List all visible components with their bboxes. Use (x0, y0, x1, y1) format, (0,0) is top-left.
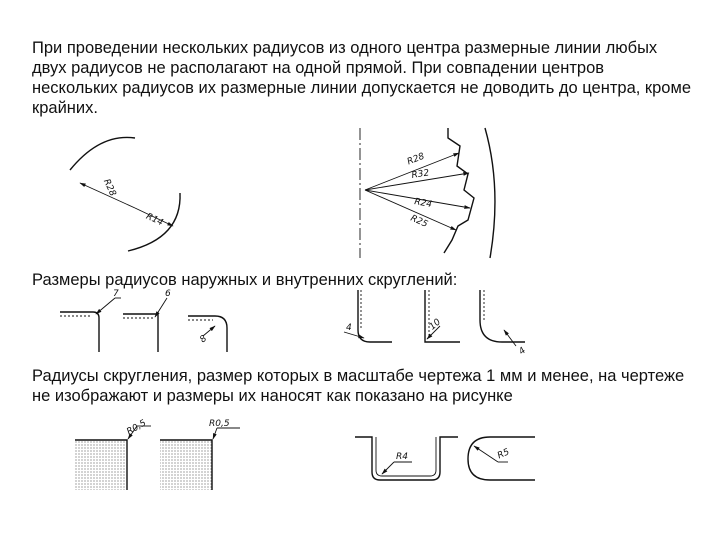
corner-label-4: 4 (346, 323, 352, 333)
figure-small-radii-blocks (75, 420, 255, 495)
groove-label: R4 (396, 452, 408, 462)
fan-label-1: R28 (405, 151, 427, 168)
left-arc-label-2: R14 (144, 211, 165, 229)
figure-fillet-corners-right (330, 290, 550, 360)
corner-label-1: 7 (113, 289, 119, 299)
paragraph-fillet-radii: Размеры радиусов наружных и внутренних скруглений: (32, 271, 458, 289)
rounded-end-label: R5 (496, 447, 512, 462)
figure-groove-radii (350, 432, 550, 492)
corner-label-5: 10 (427, 317, 443, 333)
corner-label-3: 8 (198, 333, 210, 346)
corner-label-2: 6 (165, 289, 171, 299)
small-radius-label-1: R0,5 (125, 418, 149, 438)
corner-label-6: 4 (517, 345, 529, 358)
figure-radii-arc (60, 128, 200, 263)
figure-fillet-corners-left (55, 290, 255, 354)
paragraph-multiple-radii: При проведении нескольких радиусов из одного центра размерные линии любых двух радиусов не располагают на одной прямой. При совпадении центров нескольких радиусов их размерные линии допускается не доводить до центра, кроме крайних. (32, 39, 692, 117)
fan-label-2: R32 (410, 168, 430, 181)
left-arc-label-1: R28 (100, 177, 118, 198)
fan-label-4: R25 (408, 213, 430, 230)
outer-arc (70, 137, 135, 170)
stepped-contour (444, 128, 474, 253)
right-contour (485, 128, 495, 258)
fan-label-3: R24 (413, 197, 433, 211)
paragraph-small-radii: Радиусы скругления, размер которых в масштабе чертежа 1 мм и менее, на чертеже не изображают и размеры их наносят как показано на рисунке (32, 367, 685, 405)
figure-radii-fan (340, 128, 540, 263)
small-radius-label-2: R0,5 (209, 419, 230, 429)
